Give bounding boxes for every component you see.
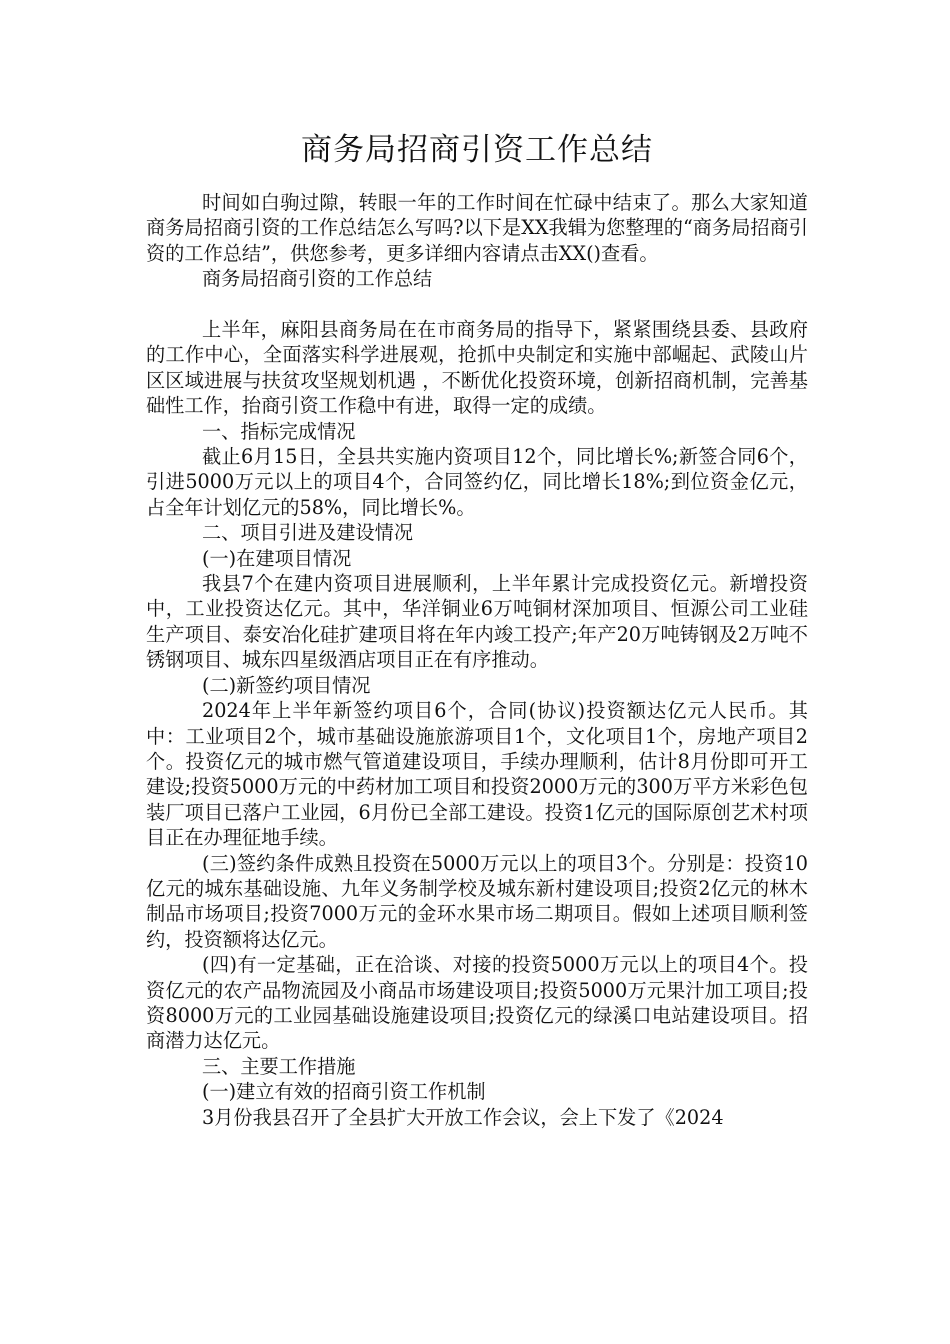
subsection-heading-3-1: (一)建立有效的招商引资工作机制 xyxy=(202,1080,486,1104)
overview-paragraph: 上半年，麻阳县商务局在在市商务局的指导下，紧紧围绕县委、县政府的工作中心，全面落实科学进展观，抢抓中央制定和实施中部崛起、武陵山片区区域进展与扶贫攻坚规划机遇 ，不断优化投资环境，创新招商机制，完善基础性工作，抬商引资工作稳中有进，取得一定的成绩。 xyxy=(146,318,808,418)
subsection-heading-2-1: (一)在建项目情况 xyxy=(202,546,352,570)
mature-projects-paragraph: (三)签约条件成熟且投资在5000万元以上的项目3个。分别是：投资10亿元的城东基础设施、九年义务制学校及城东新村建设项目;投资2亿元的林木制品市场项目;投资7000万元的金环水果市场二期项目。假如上述项目顺利签约，投资额将达亿元。 xyxy=(146,851,808,951)
subsection-heading-2-2: (二)新签约项目情况 xyxy=(202,673,371,697)
section-heading-3: 三、主要工作措施 xyxy=(202,1054,356,1078)
ongoing-projects-paragraph: 我县7个在建内资项目进展顺利，上半年累计完成投资亿元。新增投资中，工业投资达亿元。其中，华洋铜业6万吨铜材深加项目、恒源公司工业硅生产项目、泰安冶化硅扩建项目将在年内竣工投产;年产20万吨铸钢及2万吨不锈钢项目、城东四星级酒店项目正在有序推动。 xyxy=(146,572,808,672)
new-projects-paragraph: 2024年上半年新签约项目6个，合同(协议)投资额达亿元人民币。其中：工业项目2个，城市基础设施旅游项目1个，文化项目1个，房地产项目2个。投资亿元的城市燃气管道建设项目，手续办理顺利，估计8月份即可开工建设;投资5000万元的中药材加工项目和投资2000万元的300万平方米彩色包装厂项目已落户工业园，6月份已全部工建设。投资1亿元的国际原创艺术村项目正在办理征地手续。 xyxy=(146,699,808,850)
indicator-paragraph: 截止6月15日，全县共实施内资项目12个，同比增长%;新签合同6个，引进5000万元以上的项目4个，合同签约亿，同比增长18%;到位资金亿元，占全年计划亿元的58%，同比增长%。 xyxy=(146,445,808,519)
subtitle-paragraph: 商务局招商引资的工作总结 xyxy=(202,267,433,291)
meeting-paragraph: 3月份我县召开了全县扩大开放工作会议，会上下发了《2024 xyxy=(202,1105,724,1129)
document-page xyxy=(146,128,808,1130)
section-heading-1: 一、指标完成情况 xyxy=(202,419,356,443)
section-heading-2: 二、项目引进及建设情况 xyxy=(202,521,414,545)
intro-paragraph: 时间如白驹过隙，转眼一年的工作时间在忙碌中结束了。那么大家知道商务局招商引资的工作总结怎么写吗?以下是XX我辑为您整理的“商务局招商引资的工作总结”，供您参考，更多详细内容请点击XX()查看。 xyxy=(146,191,808,265)
document-title: 商务局招商引资工作总结 xyxy=(301,132,653,168)
blank-line xyxy=(146,292,808,317)
negotiating-projects-paragraph: (四)有一定基础，正在洽谈、对接的投资5000万元以上的项目4个。投资亿元的农产品物流园及小商品市场建设项目;投资5000万元果汁加工项目;投资8000万元的工业园基础设施建设项目;投资亿元的绿溪口电站建设项目。招商潜力达亿元。 xyxy=(146,953,808,1053)
